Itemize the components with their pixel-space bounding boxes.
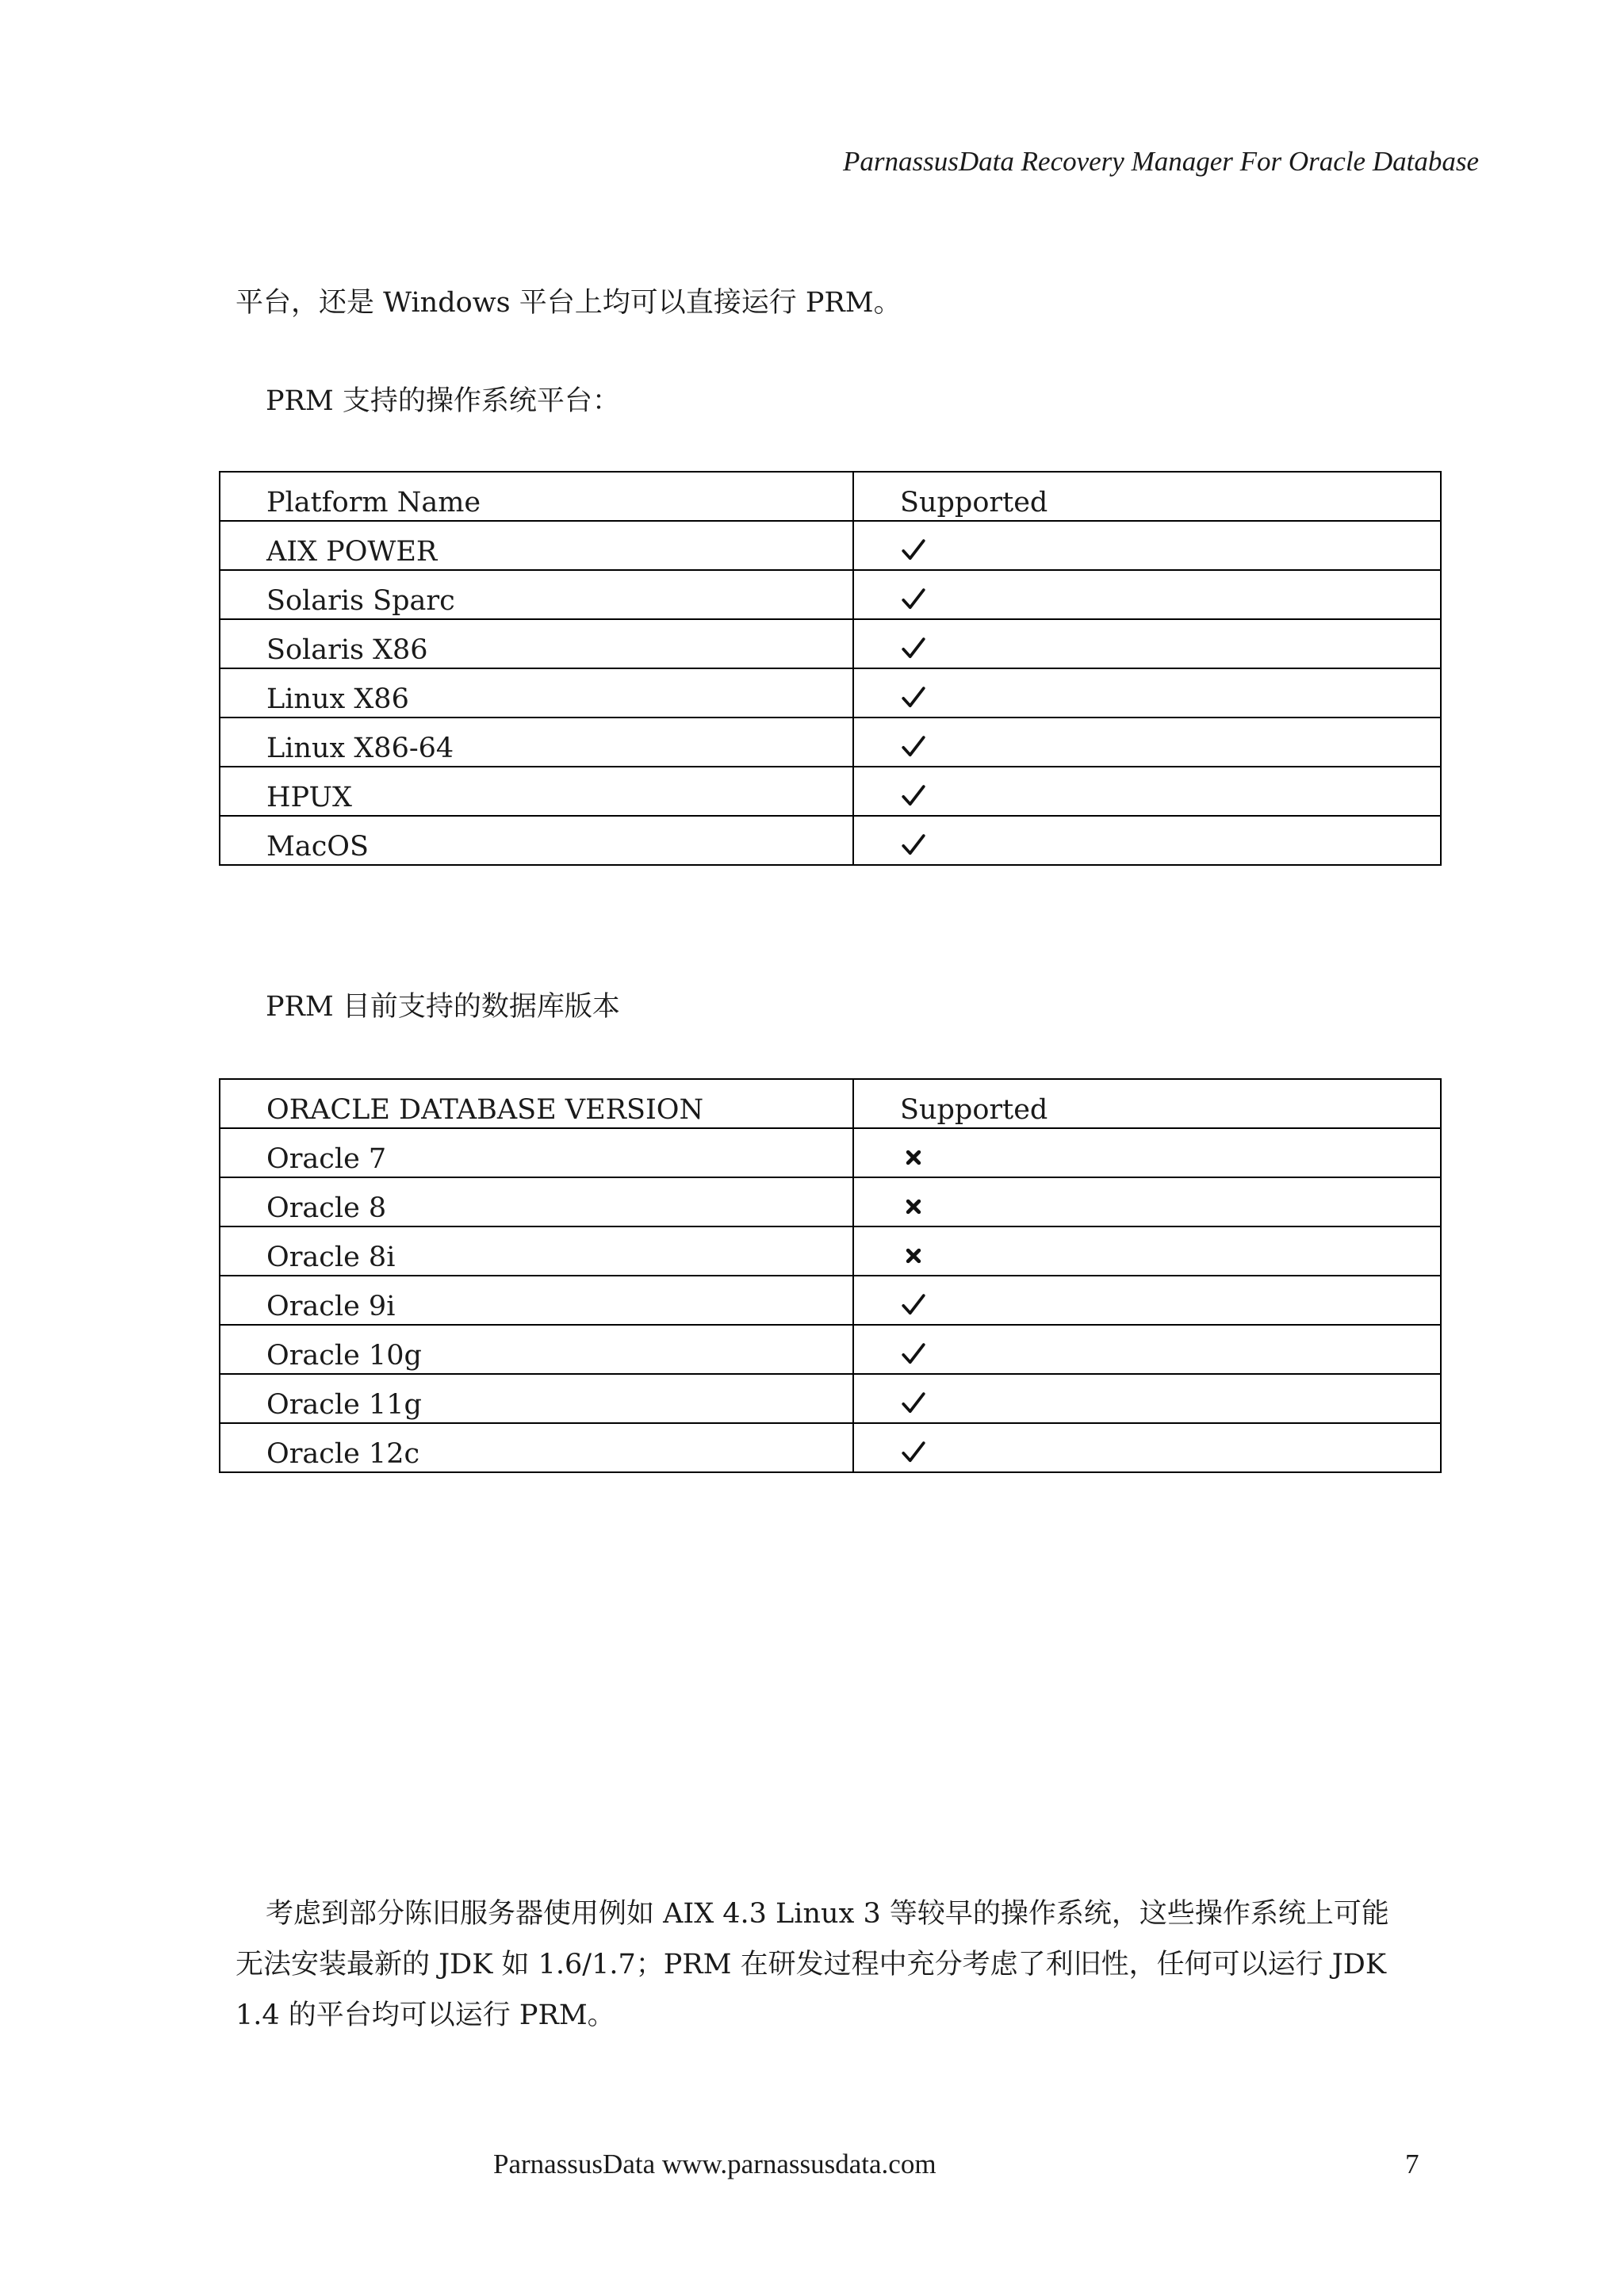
table-row — [220, 668, 1441, 718]
footer-site: ParnassusData www.parnassusdata.com — [493, 2149, 936, 2179]
platform-name-cell: Solaris X86 — [220, 619, 853, 668]
version-table — [219, 1078, 1442, 1473]
paragraph-jdk-note: 考虑到部分陈旧服务器使用例如 AIX 4.3 Linux 3 等较早的操作系统，这些操作系统上可能无法安装最新的 JDK 如 1.6/1.7；PRM 在研发过程中充分考虑了利旧性，任何可以运行 JDK 1.4 的平台均可以运行 PRM。 — [236, 1898, 1389, 2031]
version-header-row — [220, 1079, 1441, 1128]
platform-table-body — [220, 472, 1441, 865]
version-supported-cell — [853, 1177, 1441, 1226]
version-header-cell: Supported — [853, 1079, 1441, 1128]
platform-supported-cell — [853, 668, 1441, 718]
version-name-cell: Oracle 8i — [220, 1226, 853, 1276]
version-name-cell: Oracle 7 — [220, 1128, 853, 1177]
table-row — [220, 619, 1441, 668]
platform-table — [219, 471, 1442, 866]
platform-header-cell: Supported — [853, 472, 1441, 521]
version-supported-cell — [853, 1276, 1441, 1325]
version-name-cell: Oracle 9i — [220, 1276, 853, 1325]
cross-icon — [900, 1143, 927, 1175]
check-icon — [900, 1389, 927, 1421]
table-row — [220, 1423, 1441, 1472]
platform-name-cell: Linux X86-64 — [220, 718, 853, 767]
table-row — [220, 570, 1441, 619]
check-icon — [900, 1340, 927, 1372]
paragraph-db-heading: PRM 目前支持的数据库版本 — [266, 991, 620, 1023]
check-icon — [900, 782, 927, 813]
version-supported-cell — [853, 1128, 1441, 1177]
version-table-body — [220, 1079, 1441, 1472]
check-icon — [900, 1291, 927, 1322]
version-name-cell: Oracle 12c — [220, 1423, 853, 1472]
platform-supported-cell — [853, 718, 1441, 767]
version-supported-cell — [853, 1325, 1441, 1374]
table-row — [220, 1374, 1441, 1423]
platform-supported-cell — [853, 619, 1441, 668]
check-icon — [900, 1438, 927, 1470]
table-row — [220, 1325, 1441, 1374]
paragraph-os-heading: PRM 支持的操作系统平台： — [266, 385, 620, 417]
platform-name-cell: MacOS — [220, 816, 853, 865]
page-number: 7 — [1405, 2149, 1419, 2179]
version-supported-cell — [853, 1226, 1441, 1276]
platform-name-cell: HPUX — [220, 767, 853, 816]
check-icon — [900, 831, 927, 863]
table-row — [220, 718, 1441, 767]
platform-name-cell: Linux X86 — [220, 668, 853, 718]
platform-header-cell: Platform Name — [220, 472, 853, 521]
version-name-cell: Oracle 8 — [220, 1177, 853, 1226]
cross-icon — [900, 1242, 927, 1273]
table-row — [220, 1276, 1441, 1325]
version-header-cell: ORACLE DATABASE VERSION — [220, 1079, 853, 1128]
check-icon — [900, 683, 927, 715]
version-name-cell: Oracle 11g — [220, 1374, 853, 1423]
version-supported-cell — [853, 1423, 1441, 1472]
table-row — [220, 816, 1441, 865]
check-icon — [900, 536, 927, 568]
table-row — [220, 767, 1441, 816]
check-icon — [900, 634, 927, 666]
platform-name-cell: Solaris Sparc — [220, 570, 853, 619]
page-header-title: ParnassusData Recovery Manager For Oracle Database — [843, 146, 1479, 177]
table-row — [220, 1128, 1441, 1177]
table-row — [220, 521, 1441, 570]
platform-supported-cell — [853, 767, 1441, 816]
version-name-cell: Oracle 10g — [220, 1325, 853, 1374]
cross-icon — [900, 1192, 927, 1224]
table-row — [220, 1177, 1441, 1226]
platform-supported-cell — [853, 816, 1441, 865]
version-supported-cell — [853, 1374, 1441, 1423]
check-icon — [900, 585, 927, 617]
platform-header-row — [220, 472, 1441, 521]
platform-name-cell: AIX POWER — [220, 521, 853, 570]
table-row — [220, 1226, 1441, 1276]
platform-supported-cell — [853, 521, 1441, 570]
check-icon — [900, 733, 927, 764]
platform-supported-cell — [853, 570, 1441, 619]
paragraph-platform-intro: 平台，还是 Windows 平台上均可以直接运行 PRM。 — [236, 287, 902, 319]
